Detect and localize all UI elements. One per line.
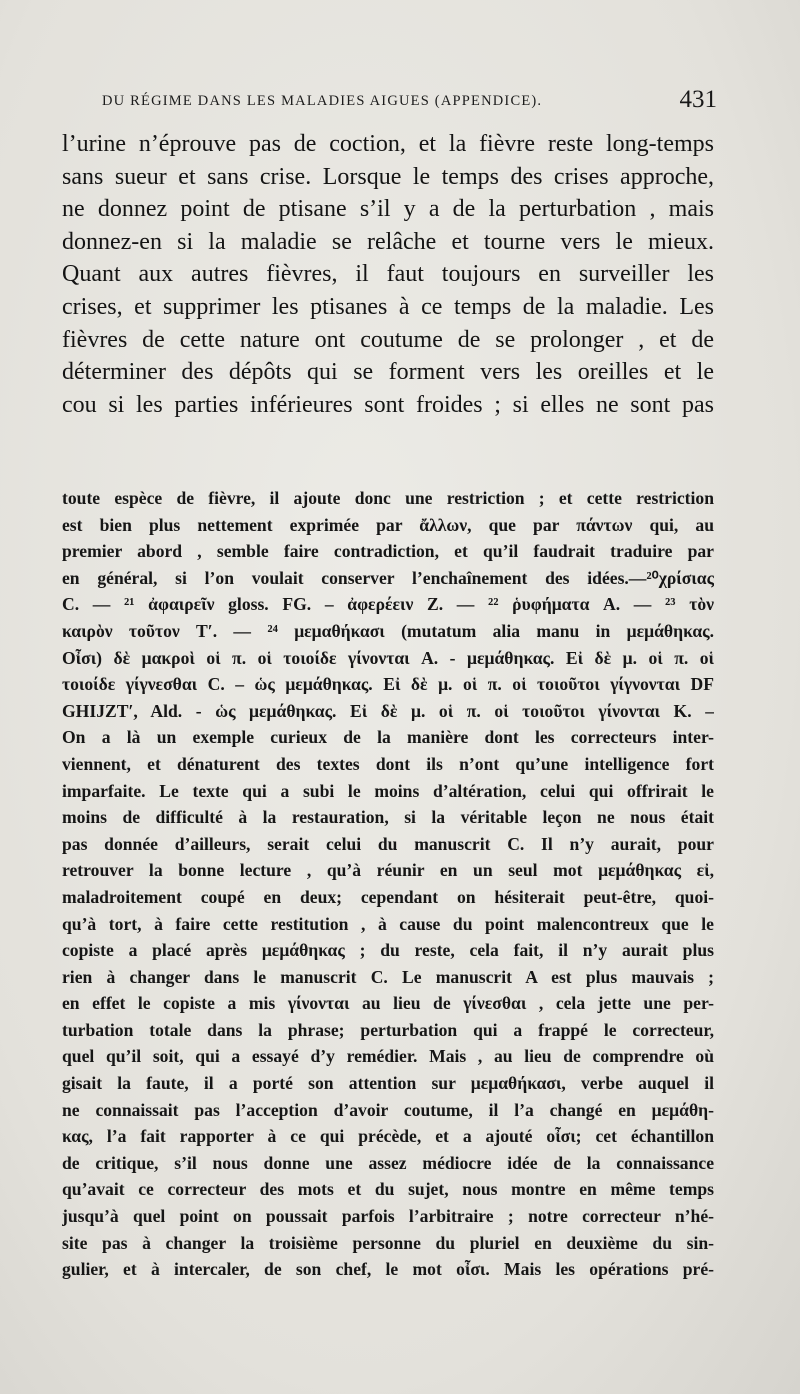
- main-text-line: Quant aux autres fièvres, il faut toujours en surveiller les: [62, 261, 714, 288]
- main-text-line: ne donnez point de ptisane s’il y a de la perturbation , mais: [62, 196, 714, 223]
- footnote-line: imparfaite. Le texte qui a subi le moins d’altération, celui qui offrirait le: [62, 780, 714, 801]
- footnote-line: est bien plus nettement exprimée par ἄλλων, que par πάντων qui, au: [62, 514, 714, 535]
- footnote-line: gulier, et à intercaler, de son chef, le mot οἶσι. Mais les opérations pré-: [62, 1259, 714, 1280]
- main-text-line: crises, et supprimer les ptisanes à ce temps de la maladie. Les: [62, 293, 714, 320]
- footnote-line: toute espèce de fièvre, il ajoute donc une restriction ; et cette restriction: [62, 488, 714, 508]
- footnote-line: ne connaissait pas l’acception d’avoir coutume, il l’a changé en μεμάθη-: [62, 1099, 714, 1120]
- footnote-line: rien à changer dans le manuscrit C. Le manuscrit A est plus mauvais ;: [62, 966, 714, 987]
- page-number: 431: [679, 86, 717, 113]
- footnote-line: κας, l’a fait rapporter à ce qui précède, et a ajouté οἶσι; cet échantillon: [62, 1126, 714, 1147]
- footnote-line: qu’avait ce correcteur des mots et du sujet, nous montre en même temps: [62, 1179, 714, 1200]
- main-text-line: sans sueur et sans crise. Lorsque le temps des crises approche,: [62, 163, 714, 190]
- footnote-line: turbation totale dans la phrase; perturbation qui a frappé le correcteur,: [62, 1019, 714, 1040]
- main-text-line: fièvres de cette nature ont coutume de se prolonger , et de: [62, 326, 714, 353]
- footnote-line: moins de difficulté à la restauration, si la véritable leçon ne nous était: [62, 807, 714, 828]
- footnote-line: maladroitement coupé en deux; cependant on hésiterait peut-être, quoi-: [62, 886, 714, 907]
- main-text-line: cou si les parties inférieures sont froides ; si elles ne sont pas: [62, 391, 714, 418]
- footnote-line: On a là un exemple curieux de la manière dont les correcteurs inter-: [62, 727, 714, 748]
- footnote-line: en effet le copiste a mis γίνονται au lieu de γίνεσθαι , cela jette une per-: [62, 993, 714, 1014]
- footnote-line: de critique, s’il nous donne une assez médiocre idée de la connaissance: [62, 1152, 714, 1173]
- footnote-line: qu’à tort, à faire cette restitution , à cause du point malencontreux que le: [62, 913, 714, 934]
- footnotes-block: [62, 485, 714, 1283]
- footnote-line: τοιοίδε γίγνεσθαι C. – ὡς μεμάθηκας. Εἰ δὲ μ. οἱ π. οἱ τοιοῦτοι γίγνονται DF: [62, 674, 714, 695]
- page-header: [92, 88, 717, 122]
- footnote-line: gisait la faute, il a porté son attention sur μεμαθήκασι, verbe auquel il: [62, 1073, 714, 1094]
- footnote-line: καιρὸν τοῦτον T′. — ²⁴ μεμαθήκασι (mutatum alia manu in μεμάθηκας.: [62, 620, 714, 641]
- footnote-line: copiste a placé après μεμάθηκας ; du reste, cela fait, il n’y aurait plus: [62, 940, 714, 961]
- footnote-line: C. — ²¹ ἀφαιρεῖν gloss. FG. – ἀφερέειν Z. — ²² ῥυφήματα A. — ²³ τὸν: [62, 594, 714, 615]
- footnote-line: retrouver la bonne lecture , qu’à réunir en un seul mot μεμάθηκας εἰ,: [62, 860, 714, 881]
- main-text-block: [62, 128, 714, 421]
- footnote-line: en général, si l’on voulait conserver l’enchaînement des idées.—²⁰χρίσιας: [62, 567, 714, 588]
- footnote-line: Οἶσι) δὲ μακροὶ οἱ π. οἱ τοιοίδε γίνονται A. - μεμάθηκας. Εἰ δὲ μ. οἱ π. οἱ: [62, 647, 714, 668]
- footnote-line: quel qu’il soit, qui a essayé d’y remédier. Mais , au lieu de comprendre où: [62, 1046, 714, 1067]
- footnote-line: GHIJZT′, Ald. - ὡς μεμάθηκας. Εἰ δὲ μ. οἱ π. οἱ τοιοῦτοι γίνονται K. –: [62, 700, 714, 721]
- footnote-line: pas donnée d’ailleurs, serait celui du manuscrit C. Il n’y aurait, pour: [62, 833, 714, 854]
- running-title: DU RÉGIME DANS LES MALADIES AIGUES (APPENDICE).: [102, 93, 543, 109]
- footnote-line: viennent, et dénaturent des textes dont ils n’ont qu’une intelligence fort: [62, 753, 714, 774]
- footnote-line: site pas à changer la troisième personne du pluriel en deuxième du sin-: [62, 1232, 714, 1253]
- footnote-line: jusqu’à quel point on poussait parfois l’arbitraire ; notre correcteur n’hé-: [62, 1206, 714, 1227]
- main-text-line: l’urine n’éprouve pas de coction, et la fièvre reste long-temps: [62, 131, 714, 157]
- main-text-line: déterminer des dépôts qui se forment vers les oreilles et le: [62, 359, 714, 386]
- footnote-line: premier abord , semble faire contradiction, et qu’il faudrait traduire par: [62, 541, 714, 562]
- main-text-line: donnez-en si la maladie se relâche et tourne vers le mieux.: [62, 228, 714, 255]
